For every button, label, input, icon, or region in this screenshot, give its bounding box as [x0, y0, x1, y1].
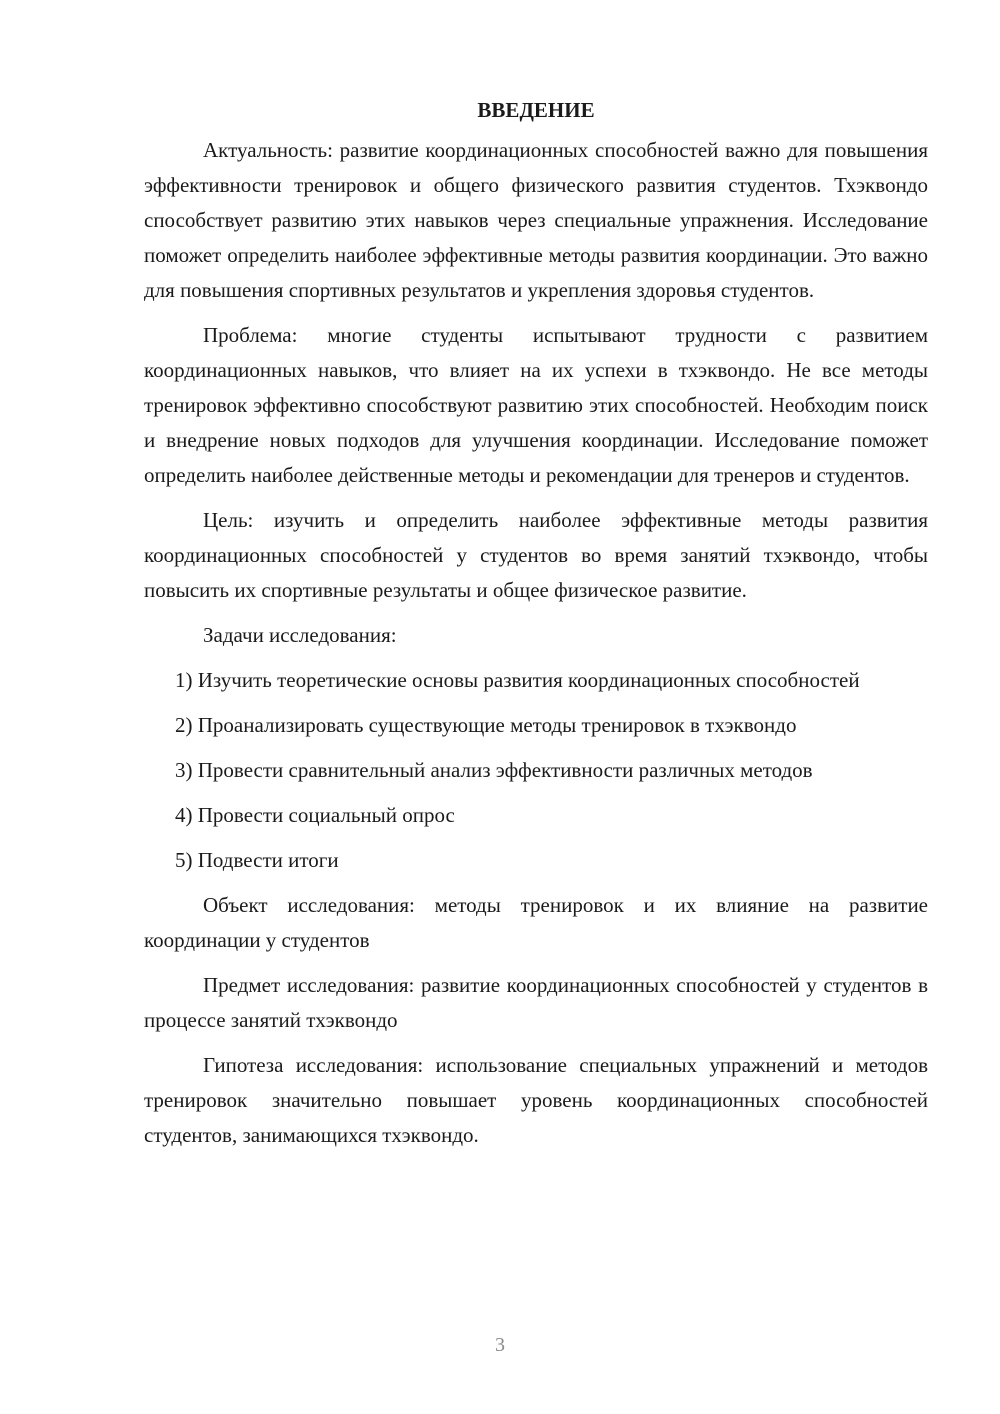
- tasks-heading: Задачи исследования:: [203, 623, 397, 647]
- task-item-5: 5) Подвести итоги: [175, 848, 339, 872]
- object-paragraph: Объект исследования: методы тренировок и их влияние на развитие координации у студентов: [144, 893, 928, 952]
- subject-paragraph: Предмет исследования: развитие координационных способностей у студентов в процессе занятий тхэквондо: [144, 973, 928, 1032]
- task-item-2: 2) Проанализировать существующие методы тренировок в тхэквондо: [175, 713, 797, 737]
- problem-paragraph: Проблема: многие студенты испытывают трудности с развитием координационных навыков, что влияет на их успехи в тхэквондо. Не все методы тренировок эффективно способствуют развитию этих способностей. Необходим поиск и внедрение новых подходов для улучшения координации. Исследование поможет определить наиболее действенные методы и рекомендации для тренеров и студентов.: [144, 323, 928, 487]
- task-item-3: 3) Провести сравнительный анализ эффективности различных методов: [175, 758, 813, 782]
- task-item-1: 1) Изучить теоретические основы развития координационных способностей: [175, 668, 860, 692]
- page-number: 3: [495, 1334, 505, 1356]
- page-content: [144, 92, 928, 1163]
- hypothesis-paragraph: Гипотеза исследования: использование специальных упражнений и методов тренировок значительно повышает уровень координационных способностей студентов, занимающихся тхэквондо.: [144, 1053, 928, 1147]
- task-item-4: 4) Провести социальный опрос: [175, 803, 455, 827]
- goal-paragraph: Цель: изучить и определить наиболее эффективные методы развития координационных способностей у студентов во время занятий тхэквондо, чтобы повысить их спортивные результаты и общее физическое развитие.: [144, 508, 928, 602]
- section-title: ВВЕДЕНИЕ: [477, 98, 595, 122]
- relevance-paragraph: Актуальность: развитие координационных способностей важно для повышения эффективности тренировок и общего физического развития студентов. Тхэквондо способствует развитию этих навыков через специальные упражнения. Исследование поможет определить наиболее эффективные методы развития координации. Это важно для повышения спортивных результатов и укрепления здоровья студентов.: [144, 138, 928, 302]
